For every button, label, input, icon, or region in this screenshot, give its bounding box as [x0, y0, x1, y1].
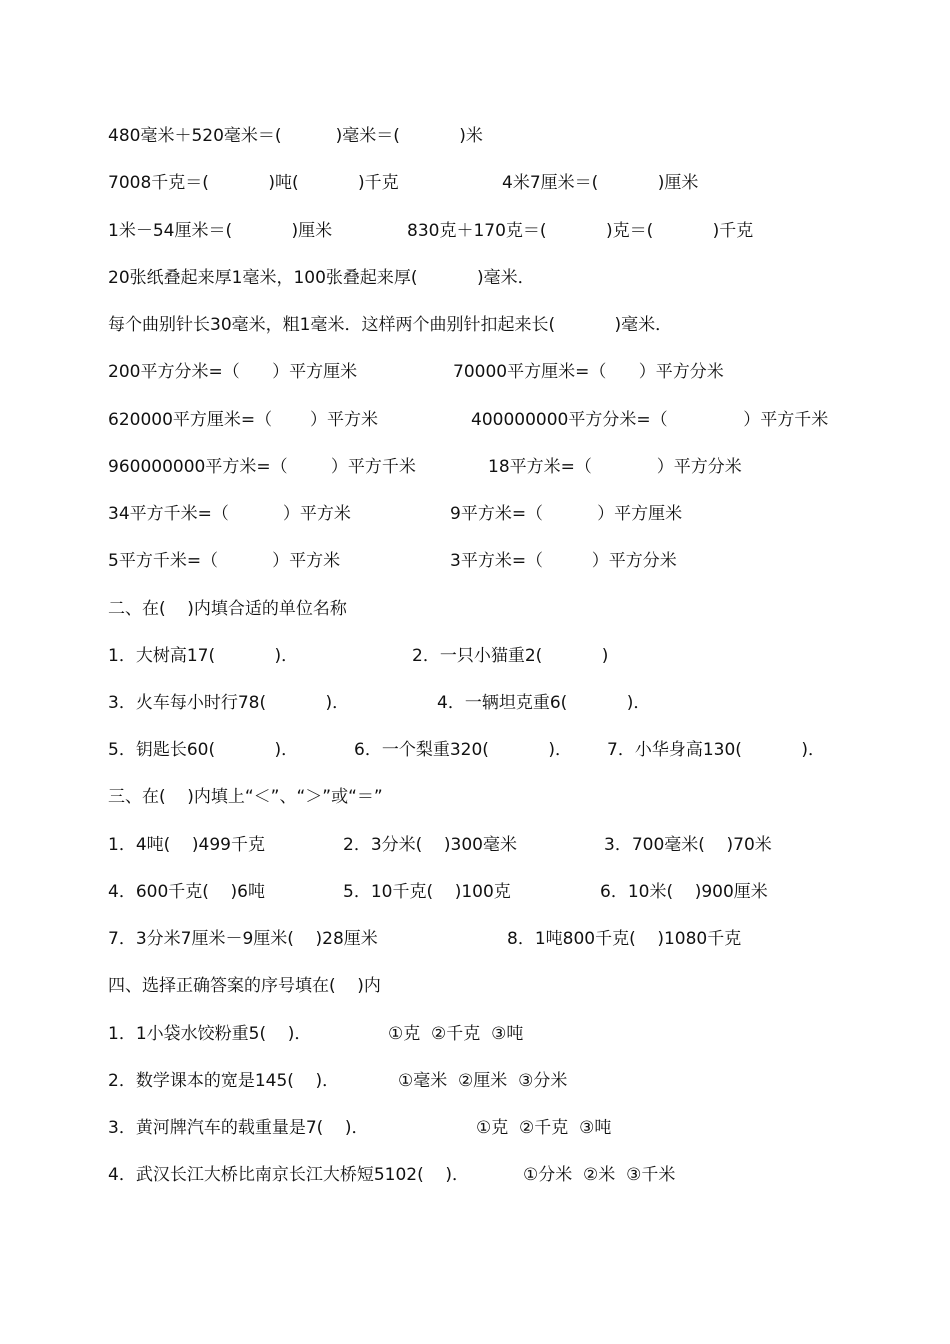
question-item: 4．武汉长江大桥比南京长江大桥短5102( )． — [108, 1165, 469, 1185]
section-heading: 三、在( )内填上“＜”、“＞”或“＝” — [108, 787, 383, 807]
answer-options: ①克 ②千克 ③吨 — [476, 1118, 612, 1138]
question-item: 1．1小袋水饺粉重5( )． — [108, 1024, 312, 1044]
question-item: 3．火车每小时行78( )． — [108, 693, 350, 713]
conversion-item: 400000000平方分米=（ ）平方千米 — [471, 410, 829, 430]
section-4-row-1 — [0, 1019, 950, 1049]
conversion-item: 7008千克＝( )吨( )千克 — [108, 173, 399, 193]
section-heading: 二、在( )内填合适的单位名称 — [108, 599, 347, 619]
section-2-heading — [0, 594, 950, 624]
section-3-heading — [0, 782, 950, 812]
answer-options: ①毫米 ②厘米 ③分米 — [398, 1071, 568, 1091]
section-2-row-3 — [0, 735, 950, 765]
question-item: 2．3分米( )300毫米 — [343, 835, 517, 855]
section-heading: 四、选择正确答案的序号填在( )内 — [108, 976, 381, 996]
question-item: 3．700毫米( )70米 — [604, 835, 772, 855]
conversion-row-6 — [0, 357, 950, 387]
question-item: 8．1吨800千克( )1080千克 — [507, 929, 742, 949]
section-4-row-2 — [0, 1066, 950, 1096]
conversion-row-2 — [0, 168, 950, 198]
question-item: 2．一只小猫重2( ) — [412, 646, 609, 666]
section-4-row-3 — [0, 1113, 950, 1143]
conversion-item: 9平方米=（ ）平方厘米 — [450, 504, 683, 524]
conversion-item: 每个曲别针长30毫米，粗1毫米．这样两个曲别针扣起来长( )毫米． — [108, 315, 673, 335]
section-3-row-3 — [0, 924, 950, 954]
question-item: 4．600千克( )6吨 — [108, 882, 265, 902]
question-item: 6．10米( )900厘米 — [600, 882, 768, 902]
conversion-row-9 — [0, 499, 950, 529]
question-item: 3．黄河牌汽车的载重量是7( )． — [108, 1118, 369, 1138]
question-item: 1．大树高17( )． — [108, 646, 299, 666]
section-4-row-4 — [0, 1160, 950, 1190]
conversion-item: 620000平方厘米=（ ）平方米 — [108, 410, 378, 430]
conversion-item: 200平方分米=（ ）平方厘米 — [108, 362, 358, 382]
conversion-item: 34平方千米=（ ）平方米 — [108, 504, 351, 524]
conversion-item: 3平方米=（ ）平方分米 — [450, 551, 677, 571]
question-item: 7．小华身高130( )． — [607, 740, 825, 760]
question-item: 7．3分米7厘米－9厘米( )28厘米 — [108, 929, 378, 949]
answer-options: ①克 ②千克 ③吨 — [388, 1024, 524, 1044]
conversion-row-10 — [0, 546, 950, 576]
question-item: 1．4吨( )499千克 — [108, 835, 265, 855]
question-item: 2．数学课本的宽是145( )． — [108, 1071, 340, 1091]
question-item: 4．一辆坦克重6( )． — [437, 693, 651, 713]
conversion-item: 70000平方厘米=（ ）平方分米 — [453, 362, 724, 382]
section-3-row-2 — [0, 877, 950, 907]
conversion-item: 1米－54厘米＝( )厘米 — [108, 221, 333, 241]
section-2-row-1 — [0, 641, 950, 671]
conversion-row-3 — [0, 216, 950, 246]
conversion-item: 830克＋170克＝( )克＝( )千克 — [407, 221, 754, 241]
conversion-row-5 — [0, 310, 950, 340]
section-2-row-2 — [0, 688, 950, 718]
conversion-row-1 — [0, 121, 950, 151]
question-item: 5．钥匙长60( )． — [108, 740, 299, 760]
question-item: 6．一个梨重320( )． — [354, 740, 572, 760]
answer-options: ①分米 ②米 ③千米 — [523, 1165, 676, 1185]
conversion-item: 5平方千米=（ ）平方米 — [108, 551, 341, 571]
conversion-item: 960000000平方米=（ ）平方千米 — [108, 457, 416, 477]
conversion-item: 4米7厘米＝( )厘米 — [502, 173, 699, 193]
conversion-item: 18平方米=（ ）平方分米 — [488, 457, 742, 477]
section-3-row-1 — [0, 830, 950, 860]
question-item: 5．10千克( )100克 — [343, 882, 511, 902]
conversion-row-8 — [0, 452, 950, 482]
conversion-item: 20张纸叠起来厚1毫米，100张叠起来厚( )毫米． — [108, 268, 535, 288]
conversion-row-7 — [0, 405, 950, 435]
conversion-item: 480毫米＋520毫米＝( )毫米＝( )米 — [108, 126, 483, 146]
conversion-row-4 — [0, 263, 950, 293]
section-4-heading — [0, 971, 950, 1001]
